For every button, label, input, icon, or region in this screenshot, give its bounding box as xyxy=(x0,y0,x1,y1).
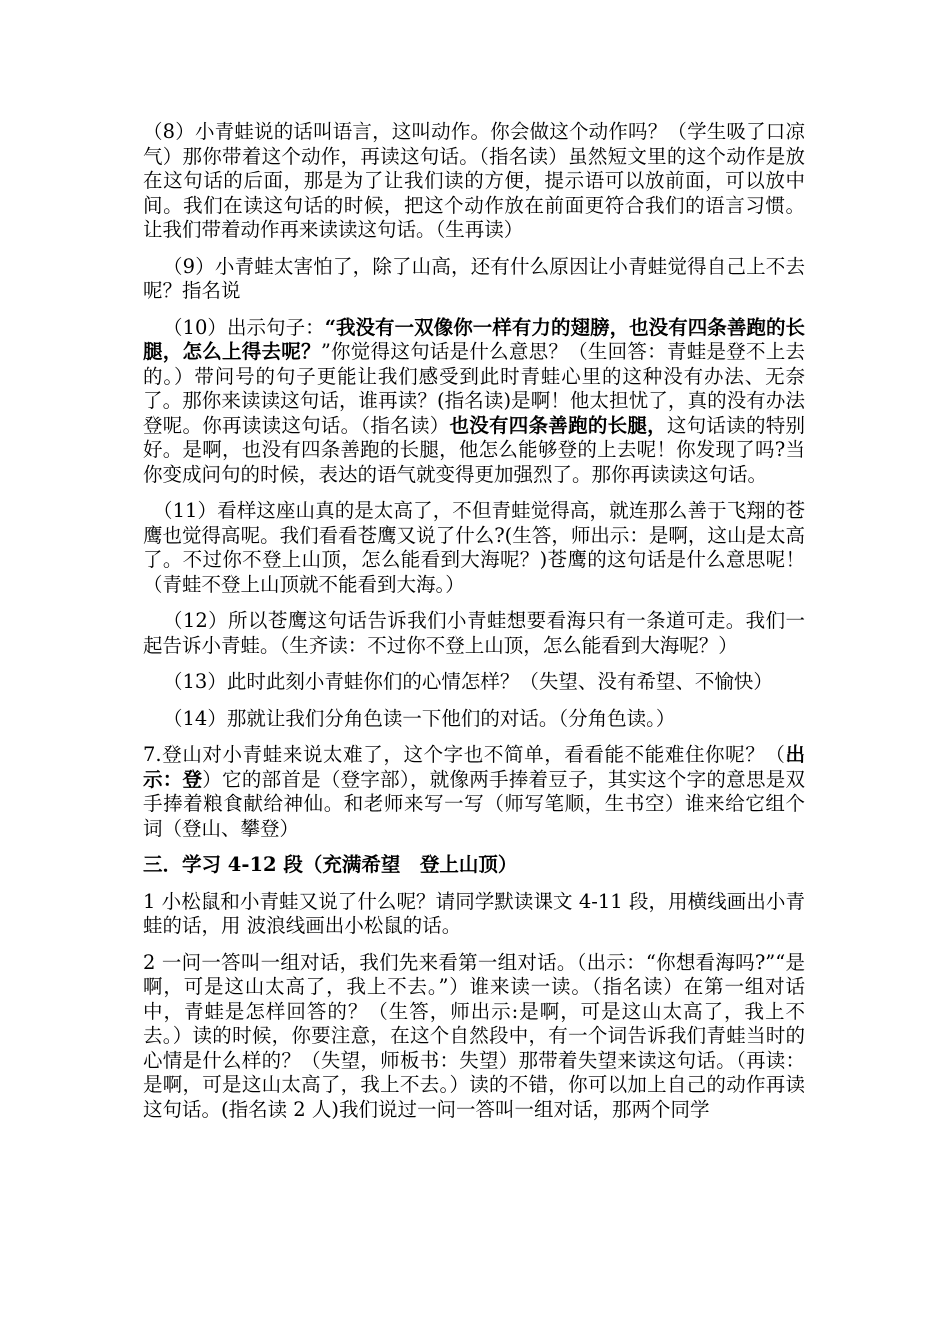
paragraph-10-emphasis-bold: 也没有四条善跑的长腿， xyxy=(449,413,667,437)
paragraph-10-intro: （10）出示句子： xyxy=(163,315,325,339)
paragraph-7 xyxy=(143,743,805,841)
section-heading: 三．学习 4-12 段（充满希望 登上山顶） xyxy=(143,853,518,876)
paragraph-7-bold: 出示：登 xyxy=(143,743,805,791)
paragraph-14: （14）那就让我们分角色读一下他们的对话。（分角色读。） xyxy=(163,706,676,730)
document-page xyxy=(143,120,805,1134)
section-paragraph-1: 1 小松鼠和小青蛙又说了什么呢？请同学默读课文 4-11 段，用横线画出小青蛙的话，用 波浪线画出小松鼠的话。 xyxy=(143,889,805,937)
paragraph-8: （8）小青蛙说的话叫语言，这叫动作。你会做这个动作吗？（学生吸了口凉气）那你带着这个动作，再读这句话。（指名读）虽然短文里的这个动作是放在这句话的后面，那是为了让我们读的方便，提示语可以放前面，可以放中间。我们在读这句话的时候，把这个动作放在前面更符合我们的语言习惯。让我们带着动作再来读读这句话。（生再读） xyxy=(143,120,805,241)
paragraph-9: （9）小青蛙太害怕了，除了山高，还有什么原因让小青蛙觉得自己上不去呢？指名说 xyxy=(143,254,805,302)
paragraph-7-intro: 7.登山对小青蛙来说太难了，这个字也不简单，看看能不能难住你呢？（ xyxy=(143,743,786,766)
paragraph-10-ending: 这句话读的特别好。是啊，也没有四条善跑的长腿，他怎么能够登的上去呢！你发现了吗?当你变成问句的时候，表达的语气就变得更加强烈了。那你再读读这句话。 xyxy=(143,413,805,486)
paragraph-11: （11）看样这座山真的是太高了，不但青蛙觉得高，就连那么善于飞翔的苍鹰也觉得高呢。我们看看苍鹰又说了什么?(生答，师出示：是啊，这山是太高了。不过你不登上山顶，怎么能看到大海呢？)苍鹰的这句话是什么意思呢！（青蛙不登上山顶就不能看到大海。） xyxy=(143,499,805,596)
paragraph-10-quote-bold: “我没有一双像你一样有力的翅膀，也没有四条善跑的长腿，怎么上得去呢？ xyxy=(143,315,805,363)
paragraph-13: （13）此时此刻小青蛙你们的心情怎样？（失望、没有希望、不愉快） xyxy=(163,670,773,693)
section-paragraph-2: 2 一问一答叫一组对话，我们先来看第一组对话。（出示：“你想看海吗?”“是啊，可是这山太高了，我上不去。”）谁来读一读。（指名读）在第一组对话中，青蛙是怎样回答的？（生答，师出示:是啊，可是这山太高了，我上不去。）读的时候，你要注意，在这个自然段中，有一个词告诉我们青蛙当时的心情是什么样的？（失望，师板书：失望）那带着失望来读这句话。（再读：是啊，可是这山太高了，我上不去。）读的不错，你可以加上自己的动作再读这句话。(指名读 2 人)我们说过一问一答叫一组对话，那两个同学 xyxy=(143,950,805,1121)
paragraph-12: （12）所以苍鹰这句话告诉我们小青蛙想要看海只有一条道可走。我们一起告诉小青蛙。（生齐读：不过你不登上山顶，怎么能看到大海呢？） xyxy=(143,609,805,657)
paragraph-7-body: ）它的部首是（登字部），就像两手捧着豆子，其实这个字的意思是双手捧着粮食献给神仙。和老师来写一写（师写笔顺，生书空）谁来给它组个词（登山、攀登） xyxy=(143,767,805,840)
paragraph-10 xyxy=(143,316,805,488)
paragraph-10-body: ”你觉得这句话是什么意思？（生回答：青蛙是登不上去的。）带问号的句子更能让我们感受到此时青蛙心里的这种没有办法、无奈了。那你来读读这句话，谁再读？(指名读)是啊！他太担忧了，真的没有办法登呢。你再读读这句话。（指名读） xyxy=(143,340,805,437)
